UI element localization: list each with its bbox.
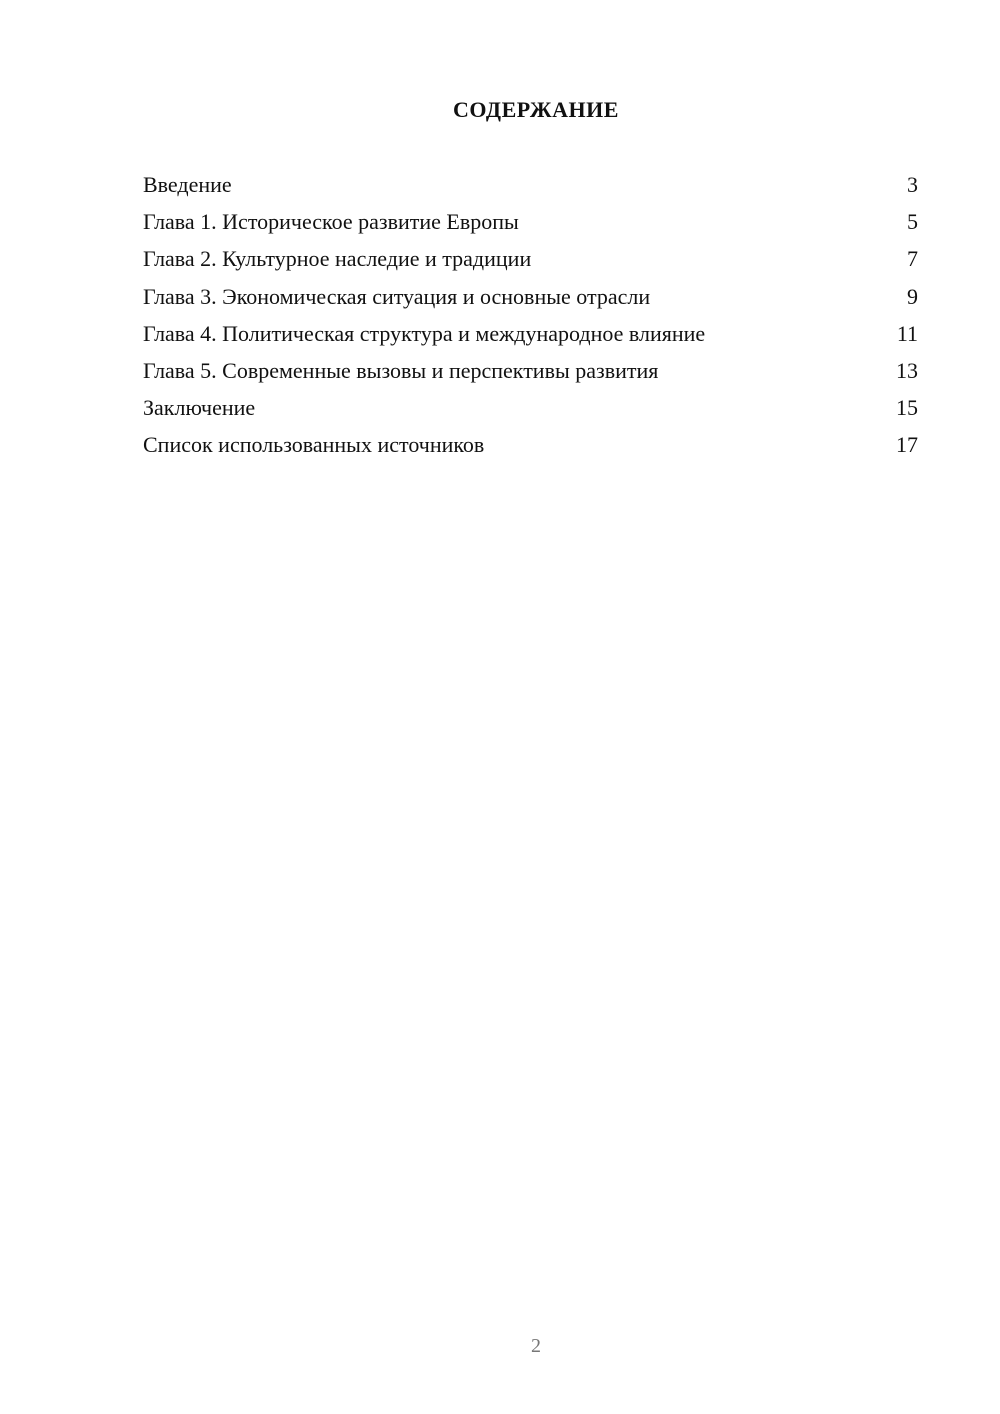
toc-entry-title: Глава 3. Экономическая ситуация и основные отрасли — [143, 283, 651, 309]
toc-entry-title: Глава 5. Современные вызовы и перспективы развития — [143, 357, 659, 383]
toc-entry-title: Глава 1. Историческое развитие Европы — [143, 209, 519, 235]
page-number: 2 — [531, 1335, 541, 1357]
toc-entry-page-number: 13 — [896, 357, 918, 383]
toc-entry-chapter-2 — [143, 244, 918, 281]
toc-heading: СОДЕРЖАНИЕ — [453, 97, 619, 122]
toc-entry-page-number: 11 — [896, 320, 918, 346]
toc-entry-conclusion — [143, 393, 918, 430]
toc-entry-title: Список использованных источников — [143, 432, 485, 458]
toc-entry-title: Глава 4. Политическая структура и международное влияние — [143, 320, 706, 346]
toc-entry-chapter-3 — [143, 282, 918, 319]
toc-entry-page-number: 7 — [907, 246, 918, 272]
toc-entry-page-number: 17 — [896, 432, 918, 458]
toc-entry-chapter-5 — [143, 356, 918, 393]
toc-entry-title: Заключение — [143, 395, 256, 421]
toc-entry-page-number: 15 — [896, 395, 918, 421]
toc-entry-page-number: 9 — [907, 283, 918, 309]
toc-entry-chapter-4 — [143, 319, 918, 356]
toc-entry-page-number: 5 — [907, 209, 918, 235]
toc-entry-introduction — [143, 170, 918, 207]
toc-entry-title: Введение — [143, 172, 232, 197]
table-of-contents — [143, 170, 918, 468]
toc-entry-title: Глава 2. Культурное наследие и традиции — [143, 246, 532, 272]
toc-entry-chapter-1 — [143, 207, 918, 244]
toc-entry-references — [143, 430, 918, 467]
toc-entry-page-number: 3 — [907, 172, 918, 197]
